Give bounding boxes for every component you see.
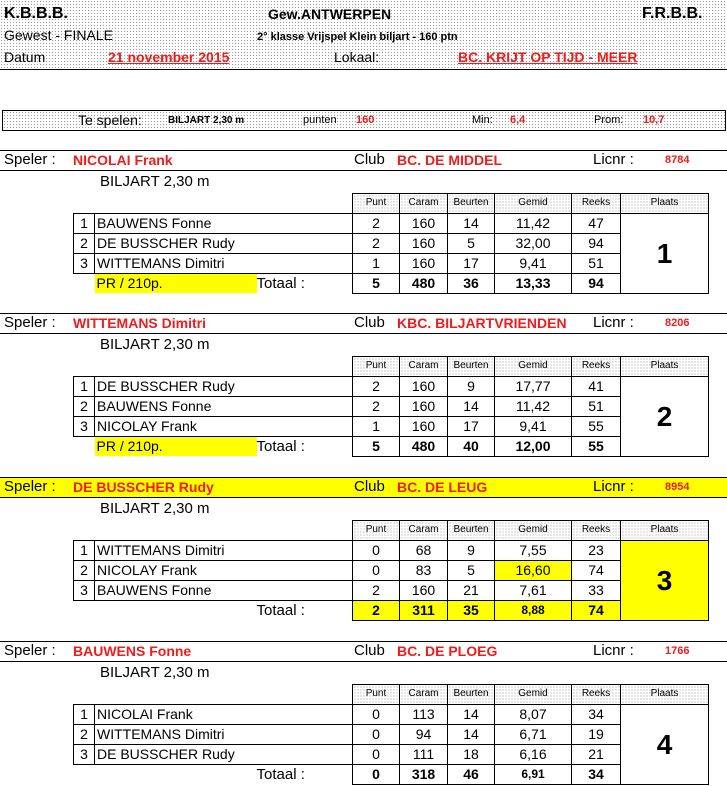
match-caram: 160 [400,376,448,396]
licnr-label: Licnr : [593,314,634,331]
prom-label: Prom: [594,114,624,126]
pr-label [95,764,257,784]
player-section [0,313,727,458]
match-gemid: 7,61 [495,580,572,600]
match-caram: 160 [400,233,448,253]
kbbb-title: K.B.B.B. [4,5,68,22]
match-opponent: BAUWENS Fonne [95,580,353,600]
col-gemid-header: Gemid [495,194,572,214]
licnr-label: Licnr : [593,151,634,168]
match-caram: 83 [400,560,448,580]
match-beurten: 9 [448,376,495,396]
match-beurten: 14 [448,704,495,724]
frbb-title: F.R.B.B. [642,5,703,22]
col-beurten-header: Beurten [448,357,495,377]
plaats-cell: 1 [621,213,709,293]
col-beurten-header: Beurten [448,194,495,214]
match-nr: 3 [74,253,95,273]
table-row [74,580,709,600]
totaal-label: Totaal : [256,765,305,783]
club-name: BC. DE MIDDEL [397,152,502,168]
col-punt-header: Punt [353,194,400,214]
col-beurten-header: Beurten [448,521,495,541]
col-gemid-header: Gemid [495,521,572,541]
col-caram-header: Caram [400,685,448,705]
match-punt: 1 [353,416,400,436]
match-punt: 2 [353,213,400,233]
match-reeks: 41 [572,376,621,396]
totaal-row [74,273,709,293]
club-label: Club [354,151,385,168]
match-reeks: 34 [572,704,621,724]
col-gemid-header: Gemid [495,357,572,377]
match-nr: 1 [74,704,95,724]
club-name: BC. DE PLOEG [397,643,498,659]
licnr-value: 8784 [665,154,690,166]
table-row [74,540,709,560]
totaal-reeks: 74 [572,600,621,620]
biljart-label: BILJART 2,30 m [100,664,210,681]
match-opponent: DE BUSSCHER Rudy [95,744,353,764]
match-opponent: NICOLAI Frank [95,704,353,724]
match-opponent: BAUWENS Fonne [95,213,353,233]
match-caram: 113 [400,704,448,724]
match-reeks: 23 [572,540,621,560]
pr-label: PR / 210p. [95,436,257,456]
header-divider [0,69,727,70]
player-name: BAUWENS Fonne [73,643,192,659]
prom-value: 10,7 [643,114,665,126]
col-punt-header: Punt [353,685,400,705]
totaal-caram: 318 [400,764,448,784]
licnr-label: Licnr : [593,642,634,659]
totaal-label: Totaal : [256,601,305,619]
match-nr: 2 [74,560,95,580]
col-plaats-header: Plaats [621,685,709,705]
licnr-label: Licnr : [593,478,634,495]
speler-label: Speler : [4,314,56,331]
table-header-row [74,685,709,705]
match-punt: 2 [353,233,400,253]
match-opponent: WITTEMANS Dimitri [95,724,353,744]
biljart-label: BILJART 2,30 m [100,336,210,353]
match-reeks: 33 [572,580,621,600]
totaal-beurten: 46 [448,764,495,784]
match-beurten: 17 [448,253,495,273]
match-punt: 2 [353,376,400,396]
match-caram: 94 [400,724,448,744]
col-reeks-header: Reeks [572,194,621,214]
table-header-row [74,357,709,377]
match-opponent: WITTEMANS Dimitri [95,540,353,560]
match-beurten: 17 [448,416,495,436]
col-caram-header: Caram [400,521,448,541]
totaal-beurten: 35 [448,600,495,620]
col-caram-header: Caram [400,357,448,377]
match-opponent: WITTEMANS Dimitri [95,253,353,273]
min-label: Min: [472,114,493,126]
speler-label: Speler : [4,478,56,495]
match-beurten: 9 [448,540,495,560]
match-reeks: 51 [572,253,621,273]
match-gemid: 7,55 [495,540,572,560]
gewest-label: Gewest - FINALE [4,27,113,43]
te-spelen-value: BILJART 2,30 m [168,115,245,126]
player-name: NICOLAI Frank [73,152,173,168]
table-header-row [74,194,709,214]
results-table [73,684,709,785]
match-gemid: 11,42 [495,396,572,416]
table-row [74,724,709,744]
col-caram-header: Caram [400,194,448,214]
match-beurten: 14 [448,724,495,744]
totaal-label: Totaal : [256,437,305,455]
match-gemid: 32,00 [495,233,572,253]
col-beurten-header: Beurten [448,685,495,705]
match-gemid: 8,07 [495,704,572,724]
match-reeks: 19 [572,724,621,744]
col-reeks-header: Reeks [572,521,621,541]
match-punt: 0 [353,560,400,580]
biljart-label: BILJART 2,30 m [100,173,210,190]
datum-value: 21 november 2015 [108,49,230,65]
table-row [74,213,709,233]
player-section [0,150,727,295]
col-plaats-header: Plaats [621,521,709,541]
match-gemid: 6,16 [495,744,572,764]
match-beurten: 5 [448,560,495,580]
licnr-value: 8954 [665,481,690,493]
match-opponent: NICOLAY Frank [95,560,353,580]
match-gemid: 9,41 [495,416,572,436]
totaal-caram: 311 [400,600,448,620]
pr-label: PR / 210p. [95,273,257,293]
plaats-cell: 2 [621,376,709,456]
match-caram: 160 [400,416,448,436]
col-gemid-header: Gemid [495,685,572,705]
match-nr: 3 [74,580,95,600]
col-reeks-header: Reeks [572,357,621,377]
table-row [74,416,709,436]
results-table [73,193,709,294]
te-spelen-label: Te spelen: [78,112,142,128]
match-beurten: 21 [448,580,495,600]
match-reeks: 47 [572,213,621,233]
gewest-title: Gew.ANTWERPEN [268,6,392,22]
match-punt: 0 [353,744,400,764]
min-value: 6,4 [510,114,526,126]
match-nr: 2 [74,233,95,253]
match-nr: 1 [74,540,95,560]
match-reeks: 21 [572,744,621,764]
totaal-row [74,436,709,456]
match-caram: 68 [400,540,448,560]
table-row [74,396,709,416]
match-gemid: 17,77 [495,376,572,396]
player-section [0,477,727,622]
totaal-label: Totaal : [256,274,305,292]
totaal-reeks: 55 [572,436,621,456]
match-reeks: 74 [572,560,621,580]
biljart-label: BILJART 2,30 m [100,500,210,517]
pr-label [95,600,257,620]
col-punt-header: Punt [353,357,400,377]
match-opponent: DE BUSSCHER Rudy [95,233,353,253]
totaal-gemid: 13,33 [495,273,572,293]
match-beurten: 18 [448,744,495,764]
match-caram: 160 [400,580,448,600]
player-name: WITTEMANS Dimitri [73,315,206,331]
match-nr: 2 [74,396,95,416]
col-reeks-header: Reeks [572,685,621,705]
datum-label: Datum [4,49,46,65]
match-beurten: 14 [448,213,495,233]
totaal-beurten: 36 [448,273,495,293]
table-row [74,744,709,764]
totaal-punt: 2 [353,600,400,620]
match-punt: 2 [353,580,400,600]
col-plaats-header: Plaats [621,357,709,377]
punten-label: punten [303,114,337,126]
totaal-punt: 0 [353,764,400,784]
table-row [74,704,709,724]
club-name: BC. DE LEUG [397,479,488,495]
club-label: Club [354,314,385,331]
lokaal-value: BC. KRIJT OP TIJD - MEER [458,49,638,65]
plaats-cell: 4 [621,704,709,784]
plaats-cell: 3 [621,540,709,620]
table-row [74,560,709,580]
player-section [0,641,727,786]
totaal-beurten: 40 [448,436,495,456]
match-gemid: 16,60 [495,560,572,580]
match-caram: 160 [400,213,448,233]
match-punt: 0 [353,540,400,560]
licnr-value: 1766 [665,645,690,657]
klasse-label: 2° klasse Vrijspel Klein biljart - 160 ptn [257,31,458,43]
match-nr: 2 [74,724,95,744]
match-nr: 3 [74,744,95,764]
col-plaats-header: Plaats [621,194,709,214]
results-table [73,520,709,621]
totaal-gemid: 12,00 [495,436,572,456]
match-caram: 111 [400,744,448,764]
match-nr: 1 [74,213,95,233]
match-opponent: NICOLAY Frank [95,416,353,436]
club-label: Club [354,642,385,659]
totaal-caram: 480 [400,273,448,293]
match-reeks: 94 [572,233,621,253]
player-name: DE BUSSCHER Rudy [73,479,214,495]
match-opponent: DE BUSSCHER Rudy [95,376,353,396]
table-row [74,376,709,396]
punten-value: 160 [356,114,375,126]
totaal-row [74,600,709,620]
match-gemid: 11,42 [495,213,572,233]
totaal-row [74,764,709,784]
club-name: KBC. BILJARTVRIENDEN [397,315,567,331]
match-nr: 3 [74,416,95,436]
table-row [74,253,709,273]
lokaal-label: Lokaal: [334,49,380,65]
totaal-gemid: 8,88 [495,600,572,620]
match-punt: 0 [353,704,400,724]
col-punt-header: Punt [353,521,400,541]
match-opponent: BAUWENS Fonne [95,396,353,416]
speler-label: Speler : [4,642,56,659]
club-label: Club [354,478,385,495]
match-beurten: 14 [448,396,495,416]
table-header-row [74,521,709,541]
table-row [74,233,709,253]
totaal-punt: 5 [353,436,400,456]
match-nr: 1 [74,376,95,396]
match-gemid: 6,71 [495,724,572,744]
licnr-value: 8206 [665,317,690,329]
match-reeks: 55 [572,416,621,436]
totaal-reeks: 94 [572,273,621,293]
match-punt: 1 [353,253,400,273]
totaal-caram: 480 [400,436,448,456]
totaal-punt: 5 [353,273,400,293]
match-beurten: 5 [448,233,495,253]
totaal-gemid: 6,91 [495,764,572,784]
results-table [73,356,709,457]
match-caram: 160 [400,253,448,273]
match-punt: 0 [353,724,400,744]
match-punt: 2 [353,396,400,416]
match-reeks: 51 [572,396,621,416]
speler-label: Speler : [4,151,56,168]
totaal-reeks: 34 [572,764,621,784]
match-gemid: 9,41 [495,253,572,273]
match-caram: 160 [400,396,448,416]
